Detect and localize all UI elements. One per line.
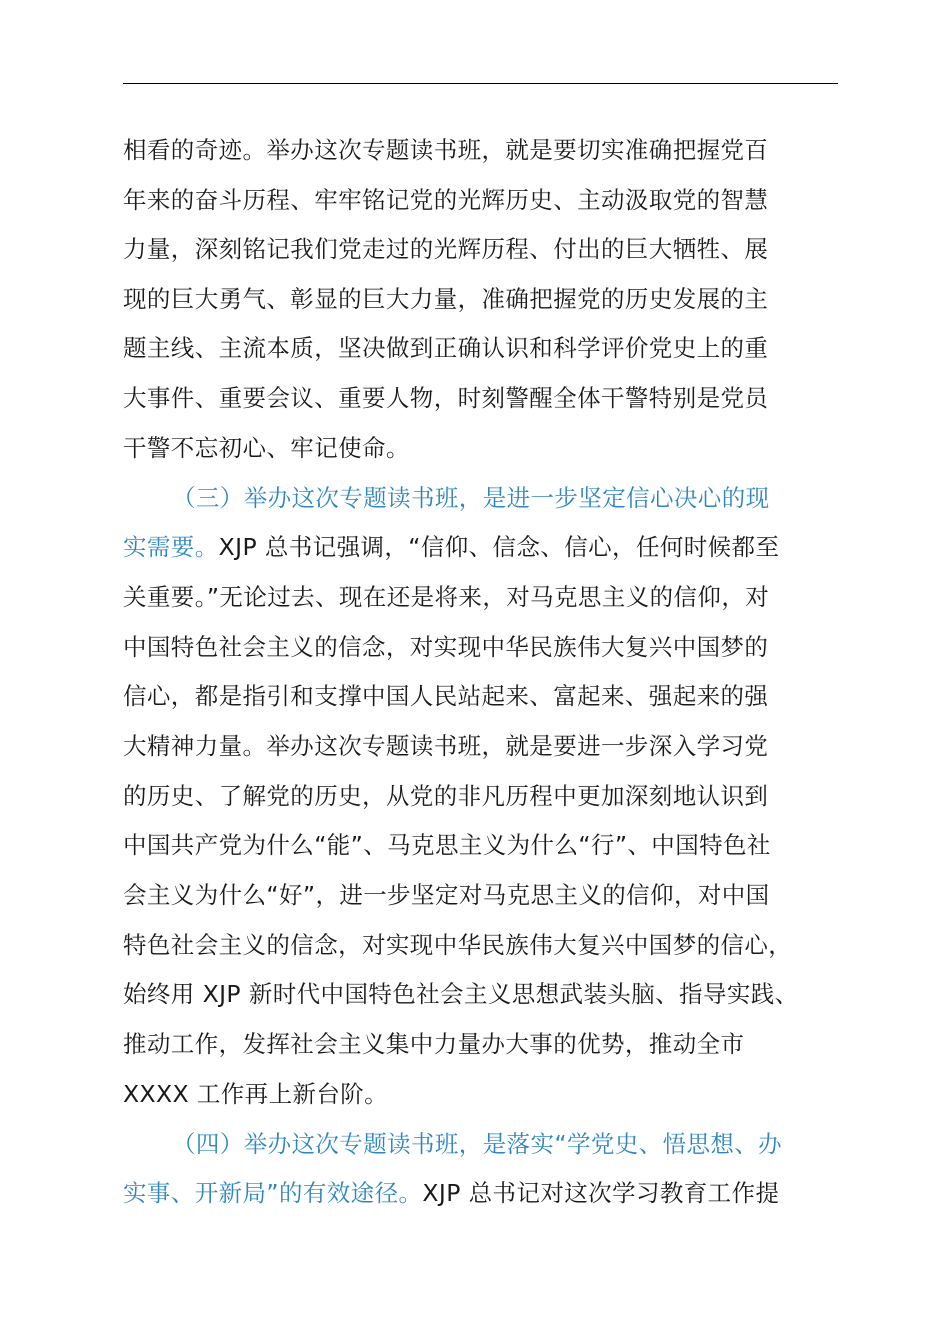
text-line: 题主线、主流本质，坚决做到正确认识和科学评价党史上的重 [123, 334, 769, 362]
text-line: 会主义为什么“好”，进一步坚定对马克思主义的信仰，对中国 [123, 881, 770, 909]
text-line: 现的巨大勇气、彰显的巨大力量，准确把握党的历史发展的主 [123, 285, 769, 313]
heading-text: 实事、开新局”的有效途径。 [123, 1179, 423, 1207]
section-heading-4 [172, 1124, 782, 1164]
text-line: 实事、开新局”的有效途径。XJP 总书记对这次学习教育工作提 [123, 1179, 780, 1207]
heading-text: 实需要。 [123, 533, 219, 561]
text-line: 大精神力量。举办这次专题读书班，就是要进一步深入学习党 [123, 732, 769, 760]
section-heading-3 [172, 478, 770, 518]
text-line: 大事件、重要会议、重要人物，时刻警醒全体干警特别是党员 [123, 384, 769, 412]
text-line: 信心，都是指引和支撑中国人民站起来、富起来、强起来的强 [123, 682, 769, 710]
text-line: 特色社会主义的信念，对实现中华民族伟大复兴中国梦的信心， [123, 931, 793, 959]
text-line: XXXX 工作再上新台阶。 [123, 1080, 389, 1108]
text-line: 相看的奇迹。举办这次专题读书班，就是要切实准确把握党百 [123, 136, 769, 164]
text-line: 关重要。”无论过去、现在还是将来，对马克思主义的信仰，对 [123, 583, 770, 611]
header-rule [123, 83, 838, 84]
text-line: 实需要。XJP 总书记强调，“信仰、信念、信心，任何时候都至 [123, 533, 780, 561]
heading-text: （三）举办这次专题读书班，是进一步坚定信心决心的现 [172, 484, 770, 512]
heading-text: （四）举办这次专题读书班，是落实“学党史、悟思想、办 [172, 1130, 783, 1158]
text-line: 推动工作，发挥社会主义集中力量办大事的优势，推动全市 [123, 1030, 745, 1058]
text-line: 中国共产党为什么“能”、马克思主义为什么“行”、中国特色社 [123, 831, 771, 859]
text-line: 始终用 XJP 新时代中国特色社会主义思想武装头脑、指导实践、 [123, 980, 799, 1008]
text-line: 力量，深刻铭记我们党走过的光辉历程、付出的巨大牺牲、展 [123, 235, 769, 263]
text-line: 干警不忘初心、牢记使命。 [123, 434, 410, 462]
text-line: 中国特色社会主义的信念，对实现中华民族伟大复兴中国梦的 [123, 633, 769, 661]
text-line: 年来的奋斗历程、牢牢铭记党的光辉历史、主动汲取党的智慧 [123, 186, 769, 214]
text-line: 的历史、了解党的历史，从党的非凡历程中更加深刻地认识到 [123, 782, 769, 810]
